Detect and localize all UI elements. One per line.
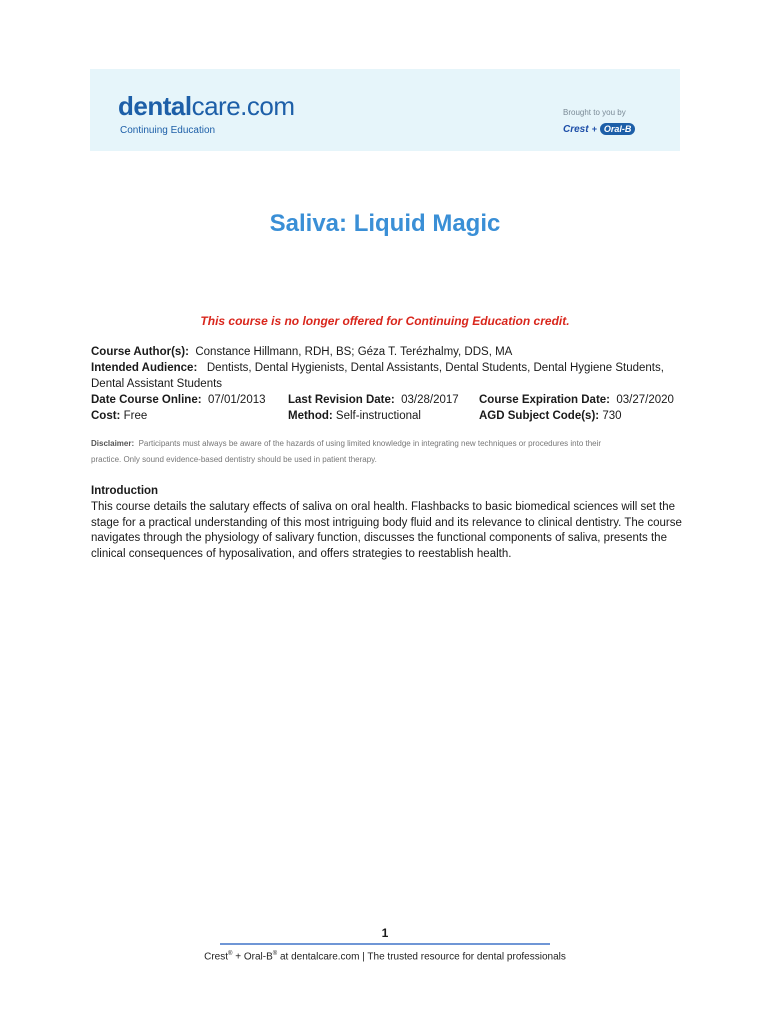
introduction-heading: Introduction (91, 485, 159, 497)
page-number: 1 (381, 926, 389, 940)
footer-text: Crest® + Oral-B® at dentalcare.com | The trusted resource for dental professionals (204, 951, 566, 963)
course-metadata (91, 344, 691, 424)
author-row: Course Author(s): Constance Hillmann, RDH, BS; Géza T. Terézhalmy, DDS, MA (91, 346, 513, 358)
introduction-body: This course details the salutary effects of saliva on oral health. Flashbacks to basic biomedical sciences will set the stage for a practical understanding of this most intriguing body fluid and its relevance to clinical dentistry. The course navigates through the physiology of salivary function, discusses the functional components of saliva, presents the clinical consequences of hyposalivation, and offers strategies to reestablish health. (91, 501, 682, 560)
audience-row: Intended Audience: Dentists, Dental Hygienists, Dental Assistants, Dental Students, Dental Hygiene Students, (91, 362, 664, 374)
footer-divider (220, 943, 550, 945)
dates-block (91, 392, 691, 424)
audience-value: Dentists, Dental Hygienists, Dental Assistants, Dental Students, Dental Hygiene Students, (206, 362, 664, 374)
cost: Cost: Free (91, 410, 148, 422)
dentalcare-logo[interactable]: dentalcare.com (118, 91, 295, 121)
author-value: Constance Hillmann, RDH, BS; Géza T. Terézhalmy, DDS, MA (195, 346, 513, 358)
ce-credit-notice: This course is no longer offered for Continuing Education credit. (200, 314, 570, 328)
agd-code: AGD Subject Code(s): 730 (479, 410, 622, 422)
revision-date: Last Revision Date: 03/28/2017 (288, 394, 459, 406)
brought-to-you-label: Brought to you by (563, 108, 626, 117)
online-date: Date Course Online: 07/01/2013 (91, 394, 266, 406)
header-banner (90, 69, 680, 151)
method: Method: Self-instructional (288, 410, 421, 422)
expiration-date: Course Expiration Date: 03/27/2020 (479, 394, 674, 406)
plus-sign: + (591, 124, 597, 134)
audience-row-2: Dental Assistant Students (91, 378, 223, 390)
disclaimer: Disclaimer: Participants must always be aware of the hazards of using limited knowledge in integrating new techniques or procedures into their practice. Only sound evidence-based dentistry should be used in patient therapy. (91, 439, 602, 464)
course-title: Saliva: Liquid Magic (269, 210, 501, 237)
crest-logo: Crest (563, 123, 589, 135)
oralb-logo: Oral-B (600, 123, 636, 135)
logo-subtitle: Continuing Education (120, 125, 216, 136)
sponsor-logos (563, 123, 635, 135)
